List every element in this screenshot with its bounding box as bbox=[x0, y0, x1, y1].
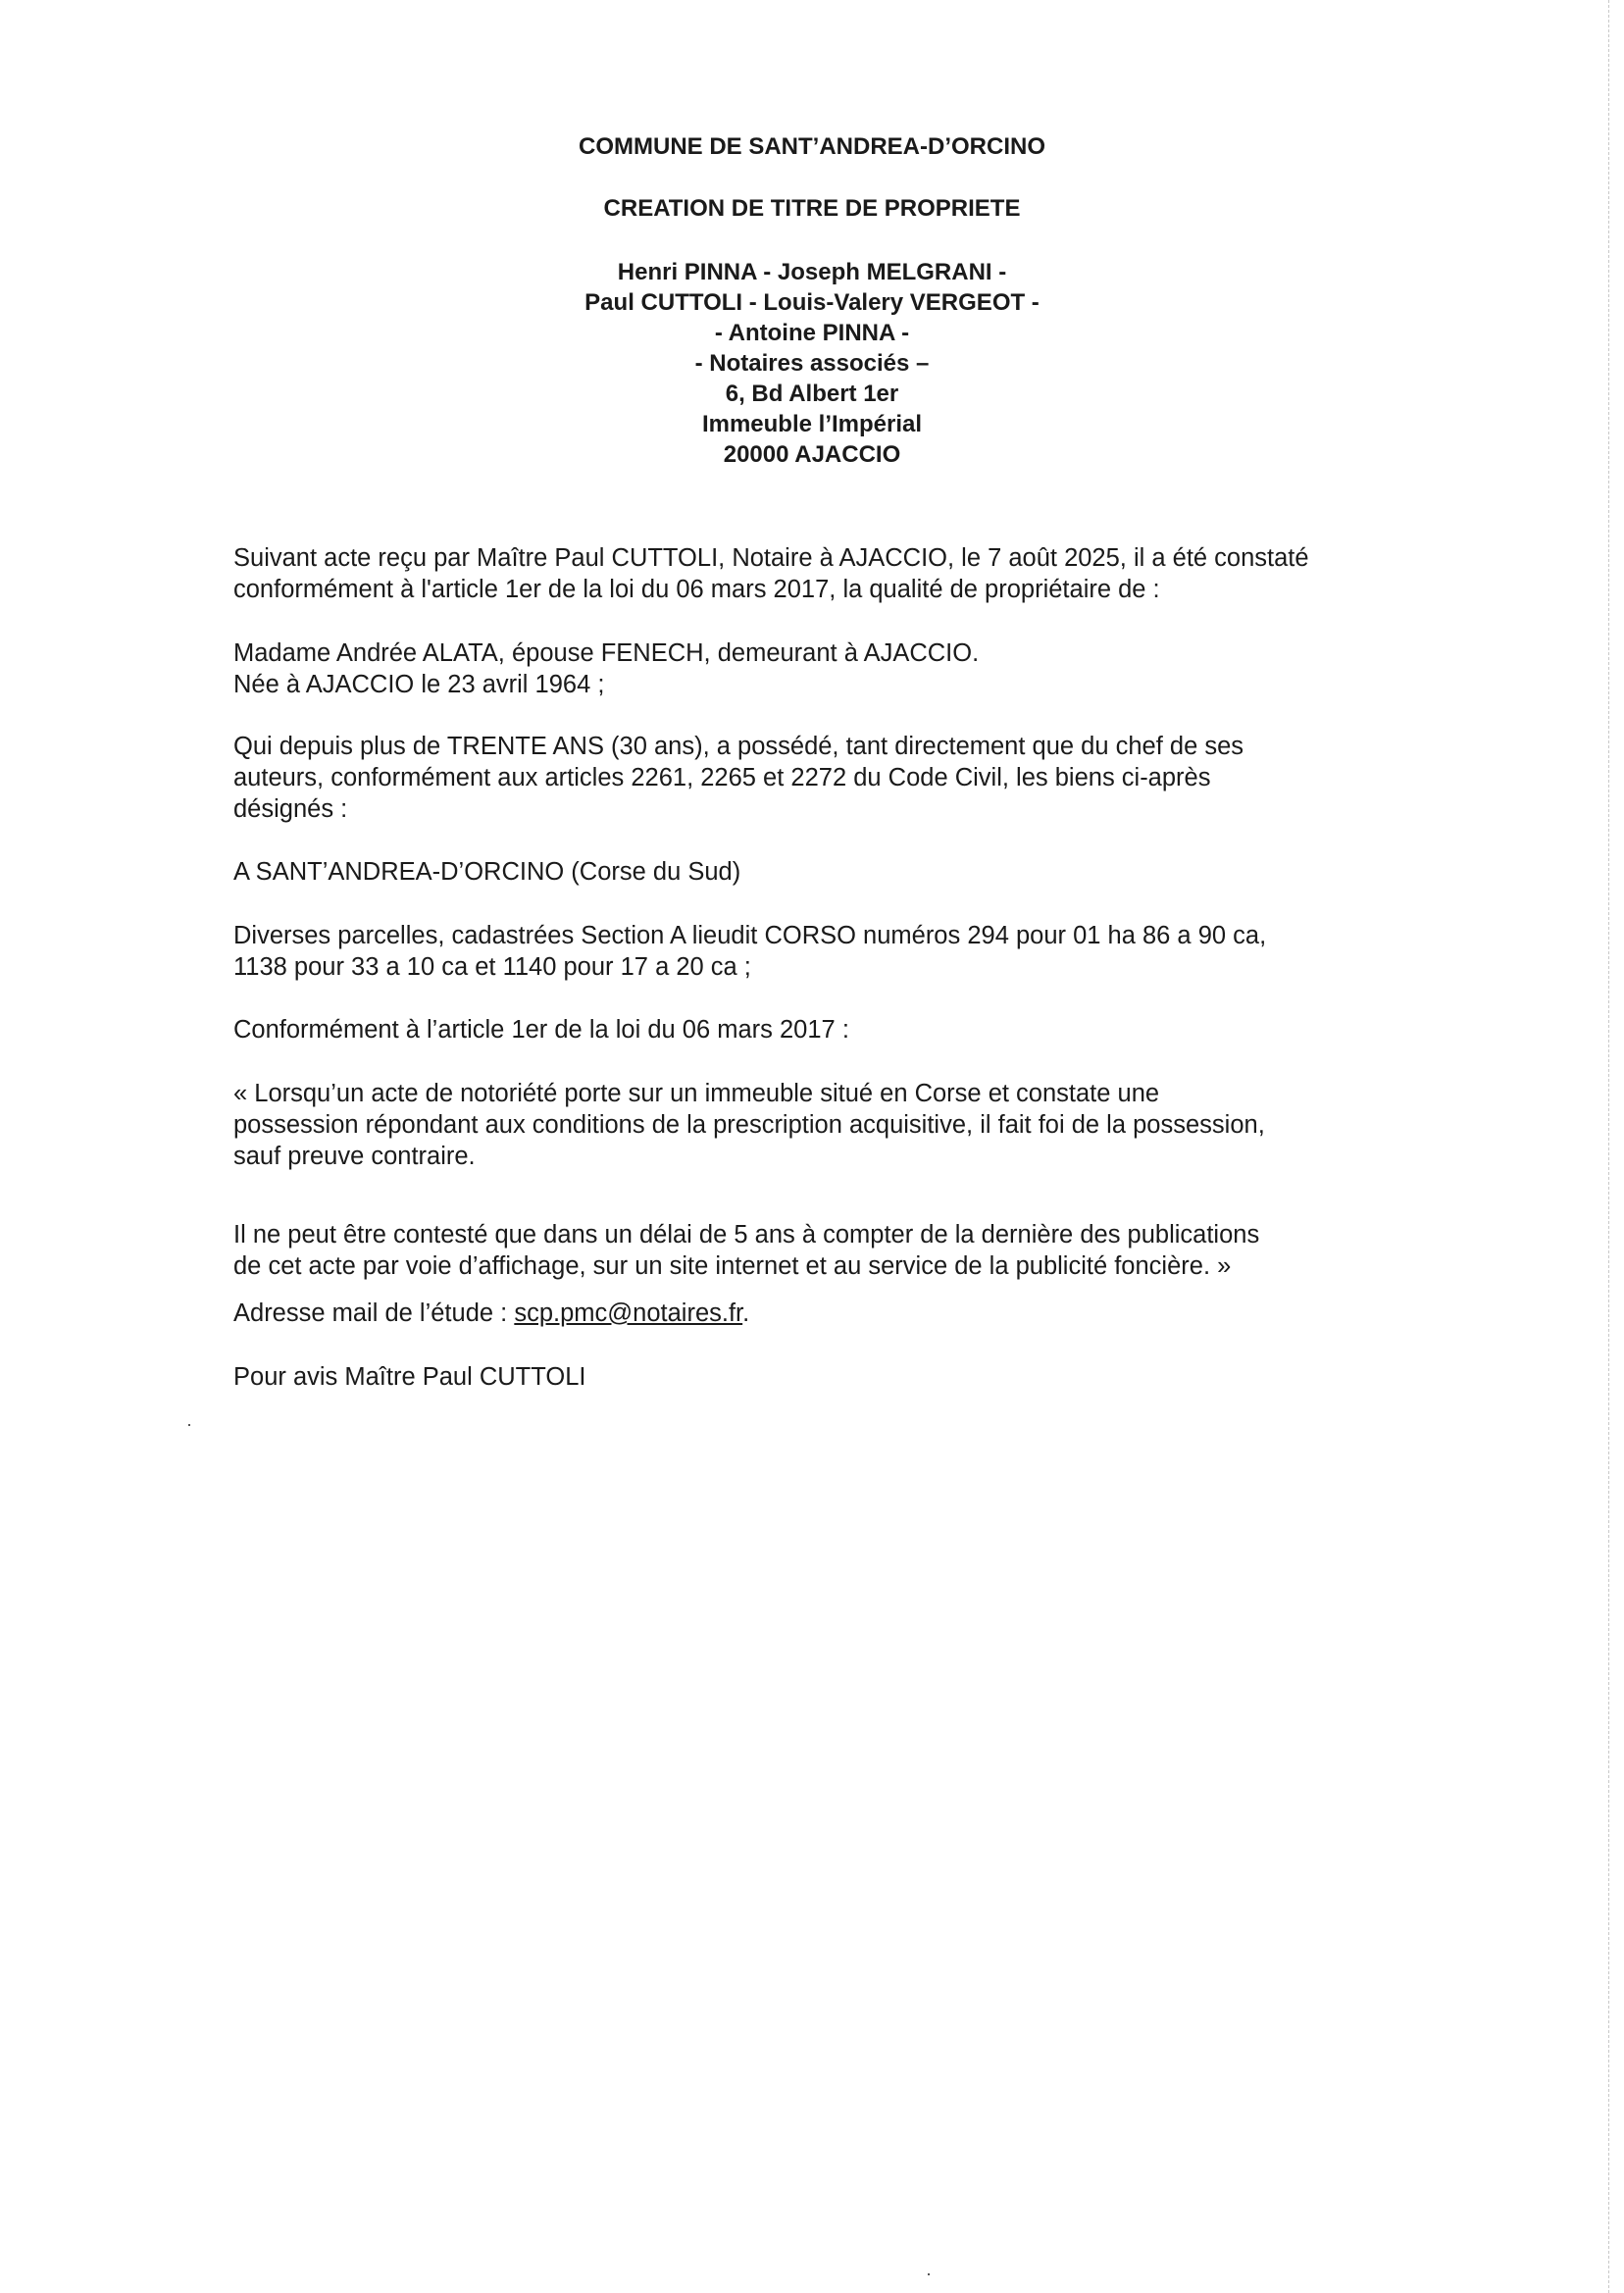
text-line: « Lorsqu’un acte de notoriété porte sur un immeuble situé en Corse et constate une bbox=[233, 1080, 1160, 1107]
document-title: CREATION DE TITRE DE PROPRIETE bbox=[603, 195, 1021, 222]
email-link[interactable]: scp.pmc@notaires.fr bbox=[514, 1299, 743, 1327]
paragraph-location bbox=[233, 856, 1410, 888]
text-line: Madame Andrée ALATA, épouse FENECH, demeurant à AJACCIO. bbox=[233, 639, 980, 667]
paragraph-possession bbox=[233, 731, 1410, 825]
notaries-line: - Antoine PINNA - bbox=[714, 320, 910, 346]
paragraph-parcels bbox=[233, 920, 1410, 983]
notaries-address-street: 6, Bd Albert 1er bbox=[725, 381, 899, 407]
text-line: sauf preuve contraire. bbox=[233, 1143, 476, 1170]
text-line: conformément à l'article 1er de la loi du 06 mars 2017, la qualité de propriétaire de : bbox=[233, 576, 1160, 603]
email-suffix: . bbox=[742, 1299, 750, 1327]
paragraph-quote-part2 bbox=[233, 1219, 1410, 1282]
notaries-block bbox=[0, 257, 1624, 470]
text-line: A SANT’ANDREA-D’ORCINO (Corse du Sud) bbox=[233, 858, 741, 886]
text-line: désignés : bbox=[233, 795, 348, 823]
paragraph-owner bbox=[233, 637, 1410, 700]
text-line: possession répondant aux conditions de la prescription acquisitive, il fait foi de la possession, bbox=[233, 1111, 1265, 1139]
scan-speck bbox=[188, 1424, 190, 1426]
notaries-address-city: 20000 AJACCIO bbox=[723, 441, 901, 468]
text-line: Qui depuis plus de TRENTE ANS (30 ans), a possédé, tant directement que du chef de ses bbox=[233, 733, 1244, 760]
paragraph-email bbox=[233, 1298, 1410, 1329]
text-line: Conformément à l’article 1er de la loi du 06 mars 2017 : bbox=[233, 1016, 849, 1044]
text-line: auteurs, conformément aux articles 2261, 2265 et 2272 du Code Civil, les biens ci-après bbox=[233, 764, 1211, 791]
paragraph-act-reference bbox=[233, 542, 1410, 605]
text-line: Diverses parcelles, cadastrées Section A lieudit CORSO numéros 294 pour 01 ha 86 a 90 ca, bbox=[233, 922, 1267, 949]
paragraph-signature bbox=[233, 1361, 1410, 1393]
text-line: 1138 pour 33 a 10 ca et 1140 pour 17 a 20 ca ; bbox=[233, 953, 751, 981]
notaries-line: Paul CUTTOLI - Louis-Valery VERGEOT - bbox=[584, 289, 1040, 316]
commune-title: COMMUNE DE SANT’ANDREA-D’ORCINO bbox=[579, 133, 1045, 160]
signature-line: Pour avis Maître Paul CUTTOLI bbox=[233, 1363, 586, 1391]
paragraph-law-reference bbox=[233, 1014, 1410, 1045]
text-line: de cet acte par voie d’affichage, sur un site internet et au service de la publicité foncière. » bbox=[233, 1252, 1232, 1280]
email-line bbox=[233, 1298, 1410, 1329]
scan-speck bbox=[928, 2273, 930, 2275]
text-line: Née à AJACCIO le 23 avril 1964 ; bbox=[233, 671, 605, 698]
text-line: Suivant acte reçu par Maître Paul CUTTOLI, Notaire à AJACCIO, le 7 août 2025, il a été constaté bbox=[233, 544, 1309, 572]
notaries-address-building: Immeuble l’Impérial bbox=[701, 411, 923, 437]
notaries-line: - Notaires associés – bbox=[694, 350, 930, 377]
paragraph-quote-part1 bbox=[233, 1078, 1410, 1172]
text-line: Il ne peut être contesté que dans un délai de 5 ans à compter de la dernière des publications bbox=[233, 1221, 1260, 1248]
email-label: Adresse mail de l’étude : bbox=[233, 1299, 515, 1327]
scan-edge-line bbox=[1608, 0, 1610, 2293]
notaries-line: Henri PINNA - Joseph MELGRANI - bbox=[617, 259, 1007, 285]
